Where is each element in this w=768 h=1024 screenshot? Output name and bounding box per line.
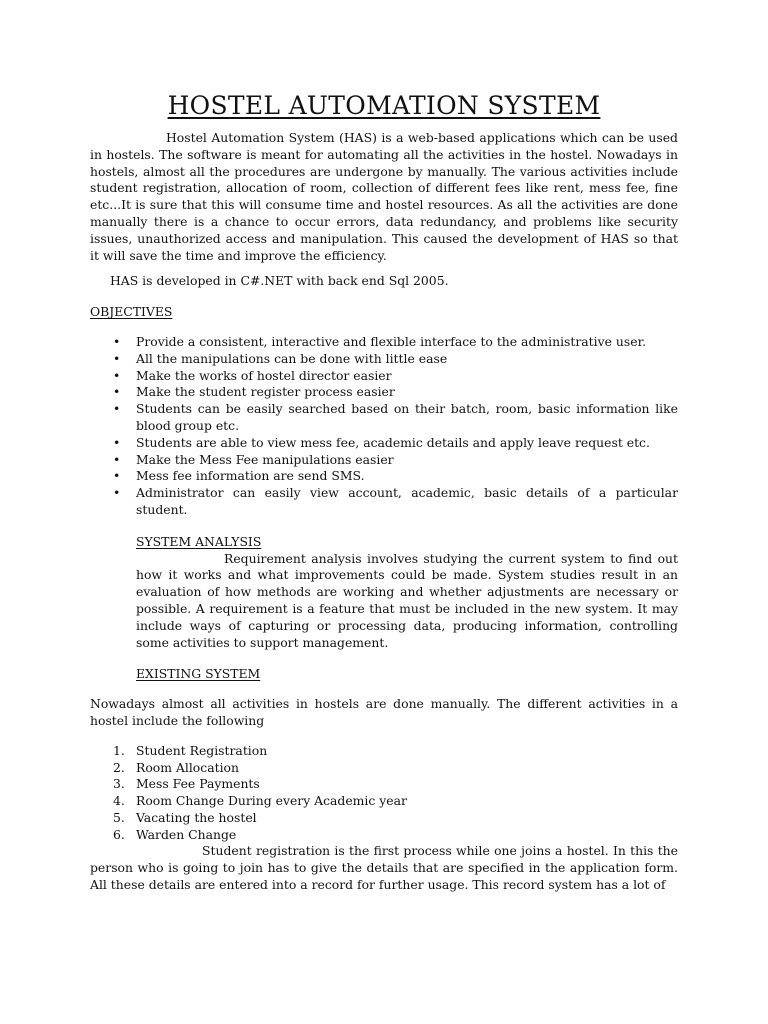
list-item-text: Mess fee information are send SMS. (136, 468, 365, 484)
list-item-text: All the manipulations can be done with little ease (136, 350, 448, 366)
system-analysis-paragraph: Requirement analysis involves studying the current system to find out how it works and what improvements could be made. System studies result in an evaluation of how methods are working and whether adjustments are necessary or possible. A requirement is a feature that must be included in the new system. It may include ways of capturing or processing data, producing information, controlling some activities to support management. (136, 550, 678, 650)
list-number: 6. (113, 826, 125, 842)
list-item-text: Provide a consistent, interactive and flexible interface to the administrative user. (136, 333, 647, 349)
list-item (90, 743, 678, 760)
bullet-icon: • (113, 485, 121, 501)
list-item-text: Students are able to view mess fee, academic details and apply leave request etc. (136, 434, 650, 450)
list-item (90, 827, 678, 844)
bullet-icon: • (113, 350, 121, 366)
activities-list (90, 743, 678, 844)
bullet-icon: • (113, 333, 121, 349)
objectives-list (90, 334, 678, 519)
list-item (90, 435, 678, 452)
list-item (90, 760, 678, 777)
has-technology-line: HAS is developed in C#.NET with back end Sql 2005. (110, 273, 449, 289)
intro-paragraph: Hostel Automation System (HAS) is a web-based applications which can be used in hostels. The software is meant for automating all the activities in the hostel. Nowadays in hostels, almost all the procedures are undergone by manually. The various activities include student registration, allocation of room, collection of different fees like rent, mess fee, fine etc...It is sure that this will consume time and hostel resources. As all the activities are done manually there is a chance to occur errors, data redundancy, and problems like security issues, unauthorized access and manipulation. This caused the development of HAS so that it will save the time and improve the efficiency. (90, 130, 678, 263)
list-number: 4. (113, 793, 125, 809)
system-analysis-section (136, 534, 678, 683)
bullet-icon: • (113, 451, 121, 467)
bullet-icon: • (113, 367, 121, 383)
list-item-text: Vacating the hostel (136, 809, 257, 825)
bullet-icon: • (113, 384, 121, 400)
list-item-text: Make the Mess Fee manipulations easier (136, 451, 394, 467)
list-item-text: Administrator can easily view account, academic, basic details of a particular student. (136, 485, 678, 517)
list-item (90, 776, 678, 793)
list-item-text: Students can be easily searched based on their batch, room, basic information like blood group etc. (136, 401, 678, 433)
list-item-text: Warden Change (136, 826, 237, 842)
list-number: 1. (113, 742, 125, 758)
bullet-icon: • (113, 468, 121, 484)
list-item (90, 793, 678, 810)
list-item (90, 810, 678, 827)
student-registration-paragraph: Student registration is the first process while one joins a hostel. In this the person who is going to join has to give the details that are specified in the application form. All these details are entered into a record for further usage. This record system has a lot of (90, 843, 678, 893)
existing-system-heading: EXISTING SYSTEM (136, 666, 261, 682)
list-number: 5. (113, 809, 125, 825)
bullet-icon: • (113, 401, 121, 417)
list-item-text: Room Change During every Academic year (136, 793, 407, 809)
list-item (90, 368, 678, 385)
objectives-heading: OBJECTIVES (90, 304, 173, 320)
page-title: HOSTEL AUTOMATION SYSTEM (167, 91, 601, 120)
list-number: 2. (113, 759, 125, 775)
list-item (90, 452, 678, 469)
list-item-text: Mess Fee Payments (136, 776, 260, 792)
list-item (90, 401, 678, 435)
list-item (90, 384, 678, 401)
list-item-text: Make the student register process easier (136, 384, 395, 400)
list-item (90, 351, 678, 368)
list-item (90, 334, 678, 351)
list-item-text: Make the works of hostel director easier (136, 367, 392, 383)
list-item (90, 468, 678, 485)
list-number: 3. (113, 776, 125, 792)
list-item-text: Student Registration (136, 742, 268, 758)
list-item (90, 485, 678, 519)
existing-system-intro: Nowadays almost all activities in hostels are done manually. The different activities in a hostel include the following (90, 696, 678, 728)
system-analysis-heading: SYSTEM ANALYSIS (136, 533, 262, 549)
bullet-icon: • (113, 434, 121, 450)
document-page (90, 90, 678, 894)
list-item-text: Room Allocation (136, 759, 239, 775)
